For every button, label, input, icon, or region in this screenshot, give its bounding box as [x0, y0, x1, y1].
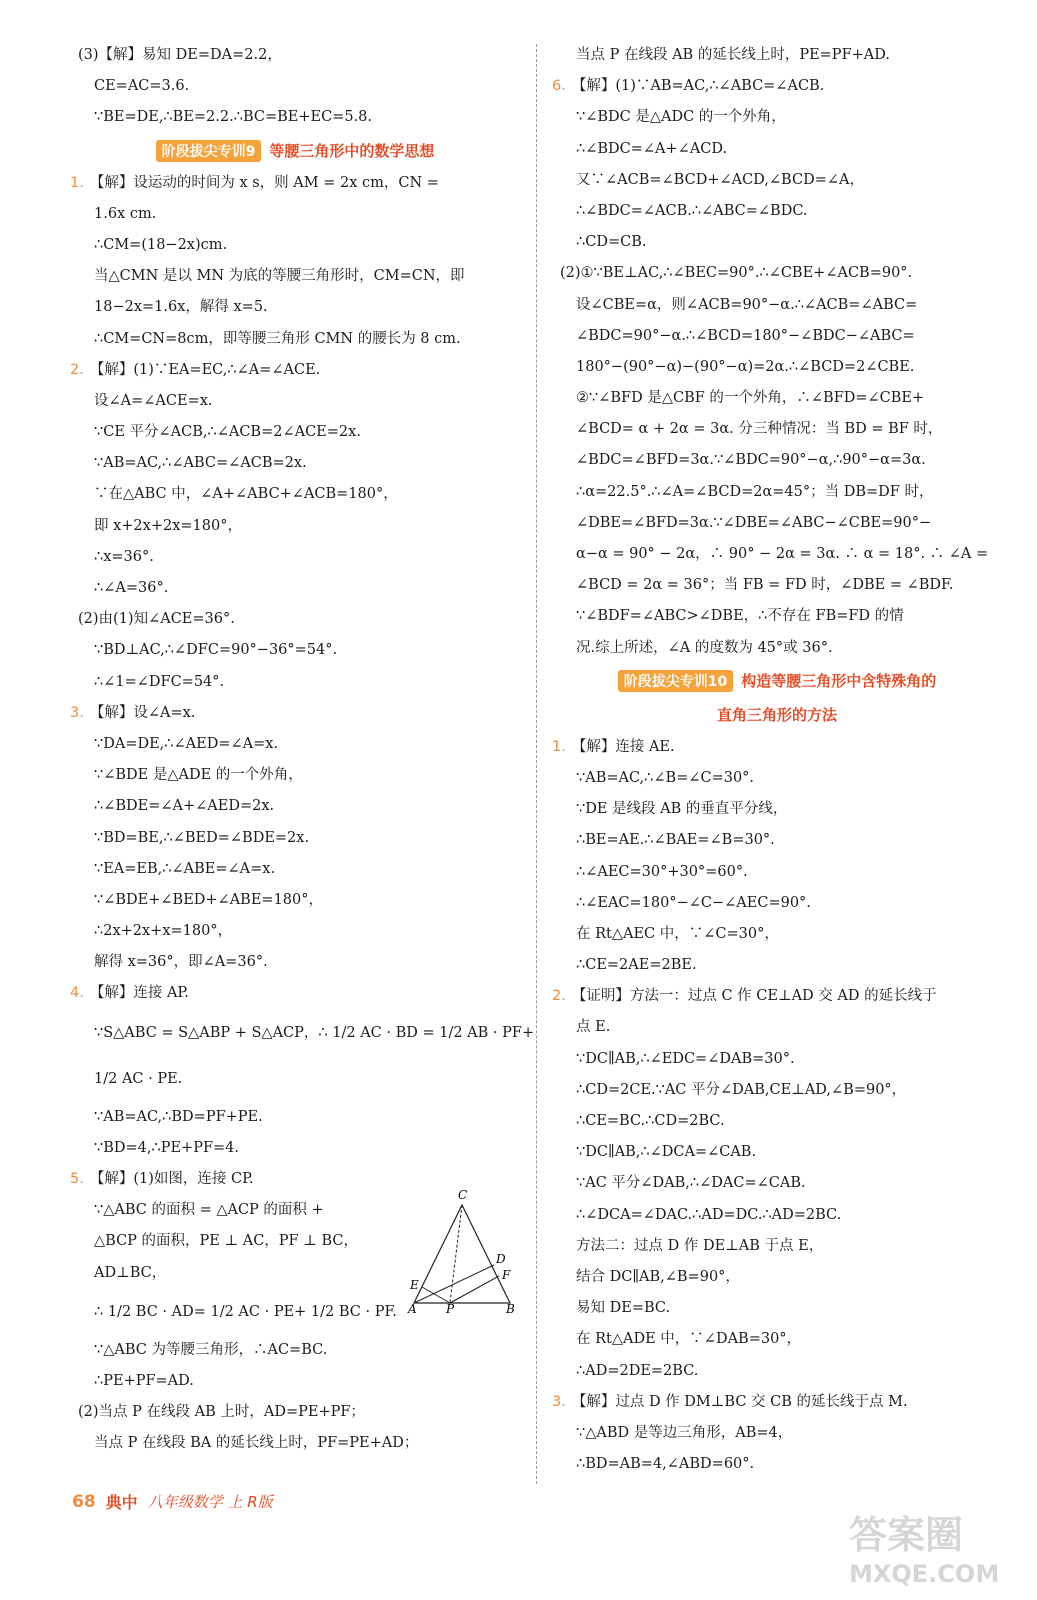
brand-logo: 典中: [105, 1493, 138, 1512]
text-line: [70, 916, 520, 947]
line-text: 【解】过点 D 作 DM⊥BC 交 CB 的延长线于点 M.: [571, 1393, 908, 1410]
line-text: 易知 DE=BC.: [576, 1300, 671, 1317]
line-text: 当点 P 在线段 AB 的延长线上时，PE=PF+AD.: [576, 47, 890, 63]
text-line: [552, 763, 1002, 794]
line-text: CE=AC=3.6.: [94, 78, 190, 95]
watermark-text: 答案圈: [849, 1513, 964, 1557]
text-line: [70, 1133, 520, 1164]
text-line: [70, 230, 520, 261]
problem-number: 1.: [552, 738, 566, 755]
text-line: [552, 1012, 1002, 1043]
line-text: ∴BE=AE.∴∠BAE=∠B=30°.: [576, 832, 775, 849]
text-line: [552, 981, 1002, 1012]
line-text: △BCP 的面积，PE ⊥ AC，PF ⊥ BC，: [94, 1233, 358, 1250]
line-text: ∵CE 平分∠ACB,∴∠ACB=2∠ACE=2x.: [94, 424, 361, 441]
text-line: [552, 352, 1002, 383]
line-text: ∴AD=2DE=2BC.: [576, 1362, 699, 1379]
watermark-logo: [839, 1500, 1009, 1590]
line-text: ∠BCD = 2α = 36°；当 FB = FD 时，∠DBE = ∠BDF.: [576, 577, 954, 594]
text-line: [552, 383, 1002, 414]
section-heading: [70, 134, 520, 168]
page-number: 68: [72, 1491, 96, 1512]
line-text: ∵DC∥AB,∴∠EDC=∠DAB=30°.: [576, 1050, 795, 1067]
text-line: [552, 1044, 1002, 1075]
line-text: ∵BD=4,∴PE+PF=4.: [94, 1139, 240, 1156]
text-line: [70, 1010, 535, 1056]
line-text: ∵AB=AC,∴∠B=∠C=30°.: [576, 769, 755, 786]
text-line: [70, 698, 520, 729]
text-line: [552, 258, 1002, 289]
watermark-url: MXQE.COM: [849, 1560, 1000, 1588]
line-text: ∵∠BDE 是△ADE 的一个外角，: [94, 767, 303, 784]
text-line: [70, 1056, 520, 1102]
line-text: 在 Rt△ADE 中，∵∠DAB=30°，: [576, 1331, 802, 1348]
line-text: 当△CMN 是以 MN 为底的等腰三角形时，CM=CN，即: [94, 268, 465, 285]
line-text: 又∵∠ACB=∠BCD+∠ACD,∠BCD=∠A，: [576, 171, 864, 188]
line-text: 【解】(1)∵EA=EC,∴∠A=∠ACE.: [89, 361, 321, 378]
text-line: [70, 168, 520, 199]
text-line: [70, 40, 520, 71]
text-line: [70, 573, 520, 604]
text-line: [552, 601, 1002, 632]
text-line: [70, 604, 520, 635]
fig-label-F: F: [502, 1268, 511, 1282]
line-text: 【解】设∠A=x.: [89, 704, 196, 721]
text-line: [552, 134, 1002, 165]
line-text: 点 E.: [576, 1019, 611, 1036]
text-line: [552, 570, 1002, 601]
text-line: [70, 324, 520, 355]
line-text: 设∠CBE=α，则∠ACB=90°−α.∴∠ACB=∠ABC=: [576, 296, 918, 313]
text-line: [70, 823, 520, 854]
line-text: 方法二：过点 D 作 DE⊥AB 于点 E，: [576, 1237, 824, 1254]
text-line: [70, 635, 520, 666]
problem-number: 3.: [552, 1393, 566, 1410]
text-line: [70, 667, 520, 698]
text-line: [70, 417, 520, 448]
line-text: (3)【解】易知 DE=DA=2.2，: [78, 47, 282, 63]
line-text: ∴∠BDC=∠ACB.∴∠ABC=∠BDC.: [576, 202, 808, 219]
text-line: [552, 1418, 1002, 1449]
line-text: ∴CM=CN=8cm，即等腰三角形 CMN 的腰长为 8 cm.: [94, 330, 461, 347]
text-line: [552, 196, 1002, 227]
text-line: [552, 477, 1002, 508]
text-line: [552, 919, 1002, 950]
line-text: 18−2x=1.6x，解得 x=5.: [94, 299, 268, 316]
text-line: [70, 854, 520, 885]
text-line: [70, 448, 520, 479]
fig-label-D: D: [496, 1252, 506, 1266]
text-line: [70, 71, 520, 102]
line-text: ∴∠BDE=∠A+∠AED=2x.: [94, 798, 275, 815]
triangle-figure: [402, 1185, 520, 1315]
text-line: [552, 1387, 1002, 1418]
line-text: ∵DA=DE,∴∠AED=∠A=x.: [94, 735, 279, 752]
line-text: 在 Rt△AEC 中，∵∠C=30°，: [576, 925, 779, 942]
line-text: ∴∠1=∠DFC=54°.: [94, 673, 225, 690]
problem-number: 2.: [70, 361, 84, 378]
line-text: ∵BD⊥AC,∴∠DFC=90°−36°=54°.: [94, 642, 338, 659]
line-text: 【解】连接 AP.: [89, 985, 189, 1002]
line-text: ∴CD=2CE.∵AC 平分∠DAB,CE⊥AD,∠B=90°，: [576, 1081, 907, 1098]
text-line: [552, 1324, 1002, 1355]
problem-number: 2.: [552, 988, 566, 1005]
line-text: ∵△ABD 是等边三角形，AB=4，: [576, 1424, 793, 1441]
section-title: 等腰三角形中的数学思想: [269, 142, 435, 161]
text-line: [552, 633, 1002, 664]
problem-number: 4.: [70, 985, 84, 1002]
text-line: [70, 1366, 520, 1397]
text-line: [552, 102, 1002, 133]
line-text: ∵DC∥AB,∴∠DCA=∠CAB.: [576, 1144, 757, 1161]
line-text: ∵BD=BE,∴∠BED=∠BDE=2x.: [94, 829, 310, 846]
line-text: ∵AB=AC,∴∠ABC=∠ACB=2x.: [94, 455, 307, 472]
line-text: ∵DE 是线段 AB 的垂直平分线，: [576, 801, 788, 818]
text-line: [70, 729, 520, 760]
line-text: 解得 x=36°，即∠A=36°.: [94, 954, 268, 971]
line-text: ∴∠DCA=∠DAC.∴AD=DC.∴AD=2BC.: [576, 1206, 842, 1223]
line-text: ∴CE=BC.∴CD=2BC.: [576, 1113, 725, 1129]
text-line: [70, 791, 520, 822]
text-line: [70, 355, 520, 386]
text-line: [70, 199, 520, 230]
text-line: [552, 508, 1002, 539]
text-line: [552, 40, 1002, 71]
line-text: ∵∠BDE+∠BED+∠ABE=180°，: [94, 891, 323, 908]
line-text: ∠BDC=∠BFD=3α.∵∠BDC=90°−α,∴90°−α=3α.: [576, 452, 926, 469]
line-text: ∵EA=EB,∴∠ABE=∠A=x.: [94, 860, 276, 877]
line-text: ∵AB=AC,∴BD=PF+PE.: [94, 1108, 263, 1125]
fig-label-C: C: [458, 1188, 468, 1202]
line-text: 况.综上所述，∠A 的度数为 45°或 36°.: [576, 639, 833, 656]
line-text: ∴∠AEC=30°+30°=60°.: [576, 863, 748, 880]
line-text: ∵∠BDF=∠ABC>∠DBE，∴不存在 FB=FD 的情: [576, 608, 904, 625]
line-text: ∵∠BDC 是△ADC 的一个外角，: [576, 109, 786, 126]
text-line: [70, 292, 520, 323]
line-text: ∠DBE=∠BFD=3α.∵∠DBE=∠ABC−∠CBE=90°−: [576, 514, 932, 531]
text-line: [70, 1428, 520, 1459]
right-column: [552, 40, 1002, 1480]
line-text: 【解】(1)如图，连接 CP.: [89, 1171, 254, 1187]
text-line: [70, 1397, 520, 1428]
text-line: [552, 1449, 1002, 1480]
text-line: [552, 165, 1002, 196]
line-text: ∠BCD= α + 2α = 3α. 分三种情况：当 BD = BF 时，: [576, 421, 943, 438]
problem-number: 5.: [70, 1171, 84, 1187]
line-text: ∵在△ABC 中，∠A+∠ABC+∠ACB=180°，: [94, 486, 398, 503]
text-line: [552, 1200, 1002, 1231]
text-line: [70, 479, 520, 510]
line-text: ∴α=22.5°.∴∠A=∠BCD=2α=45°；当 DB=DF 时，: [576, 483, 934, 500]
line-text: ∴2x+2x+x=180°，: [94, 923, 233, 940]
line-text: ∴BD=AB=4,∠ABD=60°.: [576, 1456, 755, 1473]
text-line: [552, 888, 1002, 919]
text-line: [70, 947, 520, 978]
line-text: ②∵∠BFD 是△CBF 的一个外角，∴∠BFD=∠CBE+: [576, 390, 925, 407]
problem-number: 1.: [70, 174, 84, 191]
line-text: 【证明】方法一：过点 C 作 CE⊥AD 交 AD 的延长线于: [571, 988, 937, 1005]
problem-number: 6.: [552, 78, 566, 95]
fig-label-A: A: [408, 1302, 417, 1315]
text-line: [552, 794, 1002, 825]
line-text: ∴ 1/2 BC · AD= 1/2 AC · PE+ 1/2 BC · PF.: [94, 1303, 397, 1320]
line-text: ∴∠A=36°.: [94, 580, 169, 596]
section-title-cont: 直角三角形的方法: [716, 705, 837, 724]
text-line: [552, 539, 1002, 570]
line-text: ∠BDC=90°−α.∴∠BCD=180°−∠BDC−∠ABC=: [576, 327, 915, 344]
text-line: [552, 71, 1002, 102]
text-line: [552, 445, 1002, 476]
text-line: [552, 1168, 1002, 1199]
text-line: [552, 1106, 1002, 1137]
line-text: 180°−(90°−α)−(90°−α)=2α.∴∠BCD=2∠CBE.: [576, 358, 915, 375]
text-line: [552, 1356, 1002, 1387]
fig-label-P: P: [446, 1302, 455, 1315]
text-line: [70, 1335, 520, 1366]
line-text: AD⊥BC，: [94, 1264, 167, 1281]
text-line: [552, 732, 1002, 763]
section-badge: 阶段拔尖专训9: [156, 140, 262, 162]
line-text: 当点 P 在线段 BA 的延长线上时，PF=PE+AD；: [94, 1435, 419, 1452]
line-text: ∴∠BDC=∠A+∠ACD.: [576, 140, 728, 157]
line-text: 1.6x cm.: [94, 205, 157, 222]
text-line: [552, 857, 1002, 888]
line-text: ∴∠EAC=180°−∠C−∠AEC=90°.: [576, 894, 811, 911]
text-line: [552, 825, 1002, 856]
line-text: (2)当点 P 在线段 AB 上时，AD=PE+PF；: [78, 1404, 365, 1421]
book-title: 八年级数学 上 R版: [147, 1493, 273, 1511]
line-text: ∵BE=DE,∴BE=2.2.∴BC=BE+EC=5.8.: [94, 109, 372, 126]
section-badge: 阶段拔尖专训10: [618, 670, 733, 692]
text-line: [552, 414, 1002, 445]
text-line: [552, 1075, 1002, 1106]
line-text: ∵△ABC 的面积 = △ACP 的面积 +: [94, 1202, 324, 1219]
fig-label-E: E: [410, 1278, 419, 1292]
line-text: ∴x=36°.: [94, 548, 154, 565]
line-text: ∵AC 平分∠DAB,∴∠DAC=∠CAB.: [576, 1175, 806, 1192]
line-text: ∴CE=2AE=2BE.: [576, 957, 697, 974]
text-line: [552, 227, 1002, 258]
problem-number: 3.: [70, 704, 84, 721]
line-text: α−α = 90° − 2α，∴ 90° − 2α = 3α. ∴ α = 18°. ∴ ∠A =: [576, 546, 989, 562]
text-line: [70, 102, 520, 133]
text-line: [70, 885, 520, 916]
line-text: ∴CM=(18−2x)cm.: [94, 236, 228, 253]
text-line: [70, 542, 520, 573]
line-text: 【解】(1)∵AB=AC,∴∠ABC=∠ACB.: [571, 78, 825, 95]
text-line: [70, 511, 520, 542]
line-text: (2)由(1)知∠ACE=36°.: [78, 611, 235, 628]
text-line: [552, 290, 1002, 321]
line-text: 1/2 AC · PE.: [94, 1070, 183, 1087]
line-text: 【解】设运动的时间为 x s，则 AM = 2x cm，CN =: [89, 174, 439, 191]
line-text: 【解】连接 AE.: [571, 738, 675, 755]
text-line: [552, 1293, 1002, 1324]
text-line: [552, 1262, 1002, 1293]
page-footer: [72, 1490, 273, 1513]
text-line: [70, 1102, 520, 1133]
line-text: ∴CD=CB.: [576, 234, 647, 251]
text-line: [552, 1231, 1002, 1262]
text-line: [70, 760, 520, 791]
fig-label-B: B: [506, 1302, 515, 1315]
text-line: [552, 1137, 1002, 1168]
line-text: ∵△ABC 为等腰三角形，∴AC=BC.: [94, 1341, 328, 1358]
line-text: 结合 DC∥AB,∠B=90°，: [576, 1268, 740, 1285]
line-text: ∵S△ABC = S△ABP + S△ACP，∴ 1/2 AC · BD = 1/2 AB · PF+: [94, 1024, 535, 1041]
text-line: [552, 950, 1002, 981]
line-text: 设∠A=∠ACE=x.: [94, 392, 213, 409]
text-line: [70, 978, 520, 1009]
line-text: 即 x+2x+2x=180°，: [94, 517, 242, 534]
text-line: [70, 386, 520, 417]
section-heading: [552, 664, 1002, 698]
text-line: [70, 261, 520, 292]
text-line: [552, 321, 1002, 352]
column-divider: [536, 44, 537, 1484]
line-text: (2)①∵BE⊥AC,∴∠BEC=90°.∴∠CBE+∠ACB=90°.: [560, 265, 913, 282]
line-text: ∴PE+PF=AD.: [94, 1372, 194, 1389]
section-title: 构造等腰三角形中含特殊角的: [741, 672, 937, 691]
